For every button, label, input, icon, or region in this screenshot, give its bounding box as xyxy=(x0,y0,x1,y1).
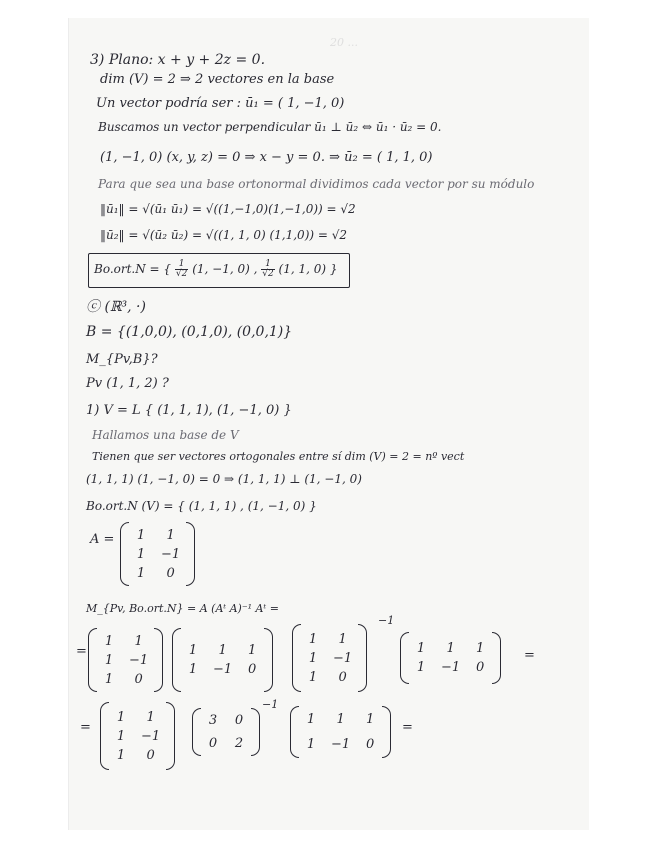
matrix-entry: −1 xyxy=(333,650,353,666)
orthonormal-base-result xyxy=(94,260,338,279)
right-paren xyxy=(264,628,273,692)
matrix-entry: 1 xyxy=(416,660,426,675)
matrix-entry: −1 xyxy=(161,546,181,562)
matrix-row3-a xyxy=(100,702,175,770)
right-paren xyxy=(492,632,501,684)
matrix-entry: 1 xyxy=(306,712,316,727)
matrix-entry: 1 xyxy=(416,641,426,656)
right-paren xyxy=(166,702,175,770)
equals-sign: = xyxy=(76,644,87,659)
right-paren xyxy=(382,706,391,758)
inverse-exponent: −1 xyxy=(262,698,279,711)
matrix-entry: 1 xyxy=(116,709,126,725)
left-paren xyxy=(172,628,181,692)
matrix-entries xyxy=(201,713,251,751)
matrix-entry: 1 xyxy=(104,633,114,649)
perpendicular-line: Buscamos un vector perpendicular ū₁ ⊥ ū₂ ⇔ ū₁ · ū₂ = 0. xyxy=(98,120,442,134)
matrix-row2-a2 xyxy=(292,624,367,692)
left-paren xyxy=(192,708,201,756)
left-paren xyxy=(88,628,97,692)
base-label: Bo.ort.N = { xyxy=(94,262,172,276)
orthonormal-note: Para que sea una base ortonormal dividimos cada vector por su módulo xyxy=(98,177,535,191)
matrix-entry: 0 xyxy=(248,662,257,677)
matrix-entries xyxy=(299,712,382,752)
left-paren xyxy=(290,706,299,758)
matrix-entry: 0 xyxy=(234,713,244,728)
dimension-line: dim (V) = 2 ⇒ 2 vectores en la base xyxy=(100,72,335,87)
matrix-entry: 1 xyxy=(308,669,318,685)
left-paren xyxy=(400,632,409,684)
matrix-entry: 1 xyxy=(446,641,455,656)
fraction-1 xyxy=(175,260,188,279)
matrix-entry: 1 xyxy=(366,712,375,727)
matrix-entry: 1 xyxy=(338,631,347,647)
matrix-entries xyxy=(181,643,264,677)
dot-product-check: (1, 1, 1) (1, −1, 0) = 0 ⇒ (1, 1, 1) ⊥ (1, −1, 0) xyxy=(86,472,362,486)
matrix-entry: 0 xyxy=(338,669,347,685)
matrix-entry: 0 xyxy=(366,737,375,752)
equals-sign: = xyxy=(402,720,413,735)
right-paren xyxy=(186,522,195,586)
exercise-3-plane: 3) Plano: x + y + 2z = 0. xyxy=(90,52,266,68)
matrix-entry: 1 xyxy=(336,712,345,727)
matrix-row2-a xyxy=(88,628,163,692)
orthogonal-condition: Tienen que ser vectores ortogonales entre sí dim (V) = 2 = nº vect xyxy=(92,450,465,463)
matrix-entry: 1 xyxy=(136,565,146,581)
base-vector-1: (1, −1, 0) , xyxy=(192,262,258,276)
matrix-row3-inverse xyxy=(192,708,260,756)
norm-u2: ‖ū₂‖ = √(ū₂ ū₂) = √((1, 1, 0) (1,1,0)) = √2 xyxy=(100,228,348,242)
first-vector-line: Un vector podría ser : ū₁ = ( 1, −1, 0) xyxy=(96,96,345,111)
matrix-entry: 1 xyxy=(136,546,146,562)
left-paren xyxy=(292,624,301,692)
fraction-denominator: √2 xyxy=(175,269,188,279)
right-paren xyxy=(358,624,367,692)
matrix-entry: 0 xyxy=(146,747,155,763)
equals-sign: = xyxy=(80,720,91,735)
matrix-entry: 1 xyxy=(136,527,146,543)
matrix-entries xyxy=(109,710,166,763)
matrix-entry: 1 xyxy=(166,527,175,543)
part-c-heading: ⓒ (ℝ³, ·) xyxy=(86,299,146,315)
matrix-entry: 1 xyxy=(116,747,126,763)
matrix-a-entries xyxy=(129,528,186,581)
matrix-entry: 0 xyxy=(166,565,175,581)
subspace-definition: 1) V = L { (1, 1, 1), (1, −1, 0) } xyxy=(86,403,292,418)
right-paren xyxy=(251,708,260,756)
left-paren xyxy=(100,702,109,770)
matrix-row3-at xyxy=(290,706,391,758)
matrix-entry: −1 xyxy=(141,728,161,744)
matrix-entry: 3 xyxy=(208,713,218,728)
orthonormal-base-v: Bo.ort.N (V) = { (1, 1, 1) , (1, −1, 0) } xyxy=(86,499,317,513)
right-paren xyxy=(154,628,163,692)
matrix-entries xyxy=(97,634,154,687)
matrix-entry: 0 xyxy=(208,736,218,751)
fraction-numerator: 1 xyxy=(175,260,188,270)
matrix-entry: −1 xyxy=(441,660,461,675)
canonical-basis: B = {(1,0,0), (0,1,0), (0,0,1)} xyxy=(86,324,293,340)
matrix-entry: −1 xyxy=(331,737,351,752)
matrix-entry: 1 xyxy=(476,641,485,656)
bleed-through-text: 20 ... xyxy=(330,36,358,49)
matrix-row2-at xyxy=(172,628,273,692)
inverse-exponent: −1 xyxy=(378,614,395,627)
fraction-2 xyxy=(261,260,274,279)
fraction-numerator: 1 xyxy=(261,260,274,270)
matrix-entry: 1 xyxy=(134,633,143,649)
matrix-entry: 1 xyxy=(308,650,318,666)
matrix-entry: 1 xyxy=(248,643,257,658)
matrix-entry: 0 xyxy=(134,671,143,687)
second-vector-line: (1, −1, 0) (x, y, z) = 0 ⇒ x − y = 0. ⇒ ū₂ = ( 1, 1, 0) xyxy=(100,150,433,165)
projection-question: Pv (1, 1, 2) ? xyxy=(86,376,169,391)
matrix-entry: 1 xyxy=(188,643,198,658)
find-base-line: Hallamos una base de V xyxy=(92,428,239,442)
matrix-entries xyxy=(301,632,358,685)
matrix-entry: −1 xyxy=(129,652,149,668)
matrix-entry: 1 xyxy=(104,652,114,668)
matrix-entry: 1 xyxy=(218,643,227,658)
matrix-entry: −1 xyxy=(213,662,233,677)
matrix-entry: 2 xyxy=(234,736,244,751)
matrix-entry: 1 xyxy=(188,662,198,677)
matrix-entry: 0 xyxy=(476,660,485,675)
matrix-a-label: A = xyxy=(90,532,115,547)
matrix-entry: 1 xyxy=(306,737,316,752)
fraction-denominator: √2 xyxy=(262,269,274,279)
matrix-entry: 1 xyxy=(308,631,318,647)
matrix-a xyxy=(120,522,195,586)
matrix-entries xyxy=(409,641,492,675)
norm-u1: ‖ū₁‖ = √(ū₁ ū₁) = √((1,−1,0)(1,−1,0)) = √2 xyxy=(100,202,356,216)
projection-matrix-formula: M_{Pv, Bo.ort.N} = A (Aᵗ A)⁻¹ Aᵗ = xyxy=(86,602,279,615)
matrix-entry: 1 xyxy=(116,728,126,744)
base-vector-2: (1, 1, 0) } xyxy=(278,262,338,276)
matrix-entry: 1 xyxy=(104,671,114,687)
matrix-question: M_{Pv,B}? xyxy=(86,352,158,367)
equals-sign: = xyxy=(524,648,535,663)
matrix-entry: 1 xyxy=(146,709,155,725)
matrix-row2-at2 xyxy=(400,632,501,684)
left-paren xyxy=(120,522,129,586)
